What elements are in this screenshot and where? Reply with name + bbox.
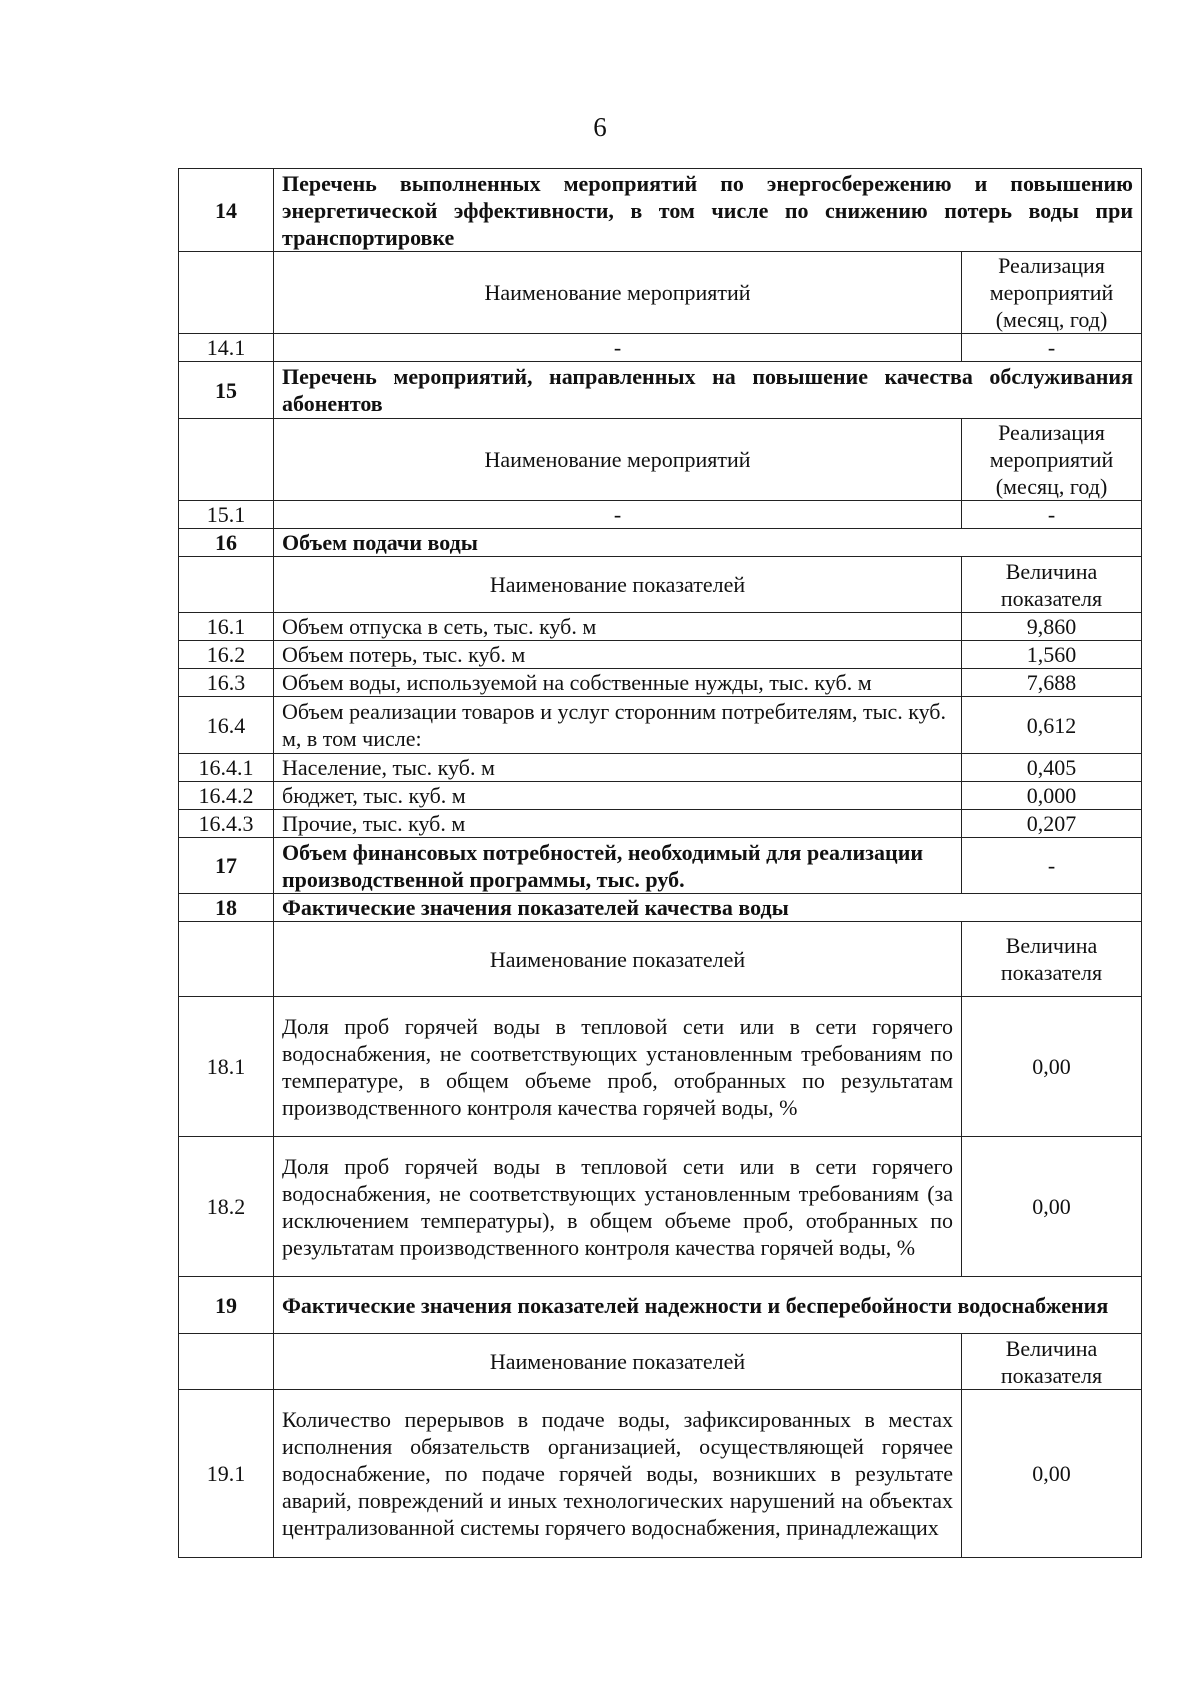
section-title: Перечень мероприятий, направленных на повышение качества обслуживания абонентов [274, 362, 1142, 419]
column-header-name: Наименование показателей [274, 1334, 962, 1390]
section-title: Перечень выполненных мероприятий по энергосбережению и повышению энергетической эффективности, в том числе по снижению потерь воды при транспортировке [274, 169, 1142, 252]
row-name: Объем воды, используемой на собственные нужды, тыс. куб. м [274, 669, 962, 697]
section-number: 17 [179, 838, 274, 894]
table-row [179, 613, 1142, 641]
row-name: бюджет, тыс. куб. м [274, 782, 962, 810]
column-header-row [179, 922, 1142, 997]
table-row [179, 501, 1142, 529]
section-16-header [179, 529, 1142, 557]
row-number: 16.2 [179, 641, 274, 669]
column-header-value: Реализация мероприятий (месяц, год) [962, 419, 1142, 501]
column-header-value: Величина показателя [962, 922, 1142, 997]
row-name: Доля проб горячей воды в тепловой сети или в сети горячего водоснабжения, не соответствующих установленным требованиям (за исключением температуры), в общем объеме проб, отобранных по результатам производственного контроля качества горячей воды, % [274, 1137, 962, 1277]
row-name: Население, тыс. куб. м [274, 754, 962, 782]
row-number: 19.1 [179, 1390, 274, 1558]
empty-cell [179, 252, 274, 334]
page-number: 6 [593, 112, 607, 142]
row-number: 18.1 [179, 997, 274, 1137]
empty-cell [179, 419, 274, 501]
empty-cell [179, 557, 274, 613]
column-header-row [179, 252, 1142, 334]
row-value: 0,000 [962, 782, 1142, 810]
row-value: 0,00 [962, 1137, 1142, 1277]
row-number: 16.3 [179, 669, 274, 697]
row-value: - [962, 838, 1142, 894]
section-17-row [179, 838, 1142, 894]
section-number: 14 [179, 169, 274, 252]
row-value: 1,560 [962, 641, 1142, 669]
row-name: Объем реализации товаров и услуг сторонним потребителям, тыс. куб. м, в том числе: [274, 697, 962, 754]
row-name: Прочие, тыс. куб. м [274, 810, 962, 838]
section-14-header [179, 169, 1142, 252]
row-number: 16.4.2 [179, 782, 274, 810]
row-number: 18.2 [179, 1137, 274, 1277]
section-title: Фактические значения показателей надежности и бесперебойности водоснабжения [274, 1277, 1142, 1334]
column-header-name: Наименование показателей [274, 922, 962, 997]
section-15-header [179, 362, 1142, 419]
column-header-value: Величина показателя [962, 1334, 1142, 1390]
table-row [179, 782, 1142, 810]
row-number: 16.4 [179, 697, 274, 754]
row-name: Количество перерывов в подаче воды, зафиксированных в местах исполнения обязательств организацией, осуществляющей горячее водоснабжение, по подаче горячей воды, возникших в результате аварий, повреждений и иных технологических нарушений на объектах централизованной системы горячего водоснабжения, принадлежащих [274, 1390, 962, 1558]
row-value: 7,688 [962, 669, 1142, 697]
row-number: 14.1 [179, 334, 274, 362]
row-value: 9,860 [962, 613, 1142, 641]
section-number: 19 [179, 1277, 274, 1334]
column-header-row [179, 557, 1142, 613]
row-value: 0,00 [962, 1390, 1142, 1558]
section-18-header [179, 894, 1142, 922]
row-value: 0,405 [962, 754, 1142, 782]
row-value: 0,00 [962, 997, 1142, 1137]
column-header-value: Величина показателя [962, 557, 1142, 613]
row-value: 0,207 [962, 810, 1142, 838]
report-table [178, 168, 1142, 1558]
row-name: - [274, 501, 962, 529]
column-header-value: Реализация мероприятий (месяц, год) [962, 252, 1142, 334]
section-title: Объем подачи воды [274, 529, 1142, 557]
table-row [179, 754, 1142, 782]
row-value: - [962, 334, 1142, 362]
row-name: - [274, 334, 962, 362]
table-row [179, 669, 1142, 697]
column-header-row [179, 1334, 1142, 1390]
section-title: Фактические значения показателей качества воды [274, 894, 1142, 922]
section-number: 18 [179, 894, 274, 922]
row-number: 16.4.1 [179, 754, 274, 782]
empty-cell [179, 1334, 274, 1390]
section-19-header [179, 1277, 1142, 1334]
table-row [179, 334, 1142, 362]
row-name: Объем отпуска в сеть, тыс. куб. м [274, 613, 962, 641]
table-row [179, 810, 1142, 838]
table-row [179, 997, 1142, 1137]
empty-cell [179, 922, 274, 997]
table-row [179, 1390, 1142, 1558]
row-value: 0,612 [962, 697, 1142, 754]
section-number: 16 [179, 529, 274, 557]
row-number: 16.1 [179, 613, 274, 641]
row-name: Доля проб горячей воды в тепловой сети или в сети горячего водоснабжения, не соответствующих установленным требованиям по температуре, в общем объеме проб, отобранных по результатам производственного контроля качества горячей воды, % [274, 997, 962, 1137]
column-header-name: Наименование мероприятий [274, 252, 962, 334]
section-title: Объем финансовых потребностей, необходимый для реализации производственной программы, тыс. руб. [274, 838, 962, 894]
row-number: 15.1 [179, 501, 274, 529]
table-row [179, 641, 1142, 669]
column-header-name: Наименование показателей [274, 557, 962, 613]
row-name: Объем потерь, тыс. куб. м [274, 641, 962, 669]
row-value: - [962, 501, 1142, 529]
column-header-name: Наименование мероприятий [274, 419, 962, 501]
row-number: 16.4.3 [179, 810, 274, 838]
section-number: 15 [179, 362, 274, 419]
table-row [179, 697, 1142, 754]
column-header-row [179, 419, 1142, 501]
table-row [179, 1137, 1142, 1277]
